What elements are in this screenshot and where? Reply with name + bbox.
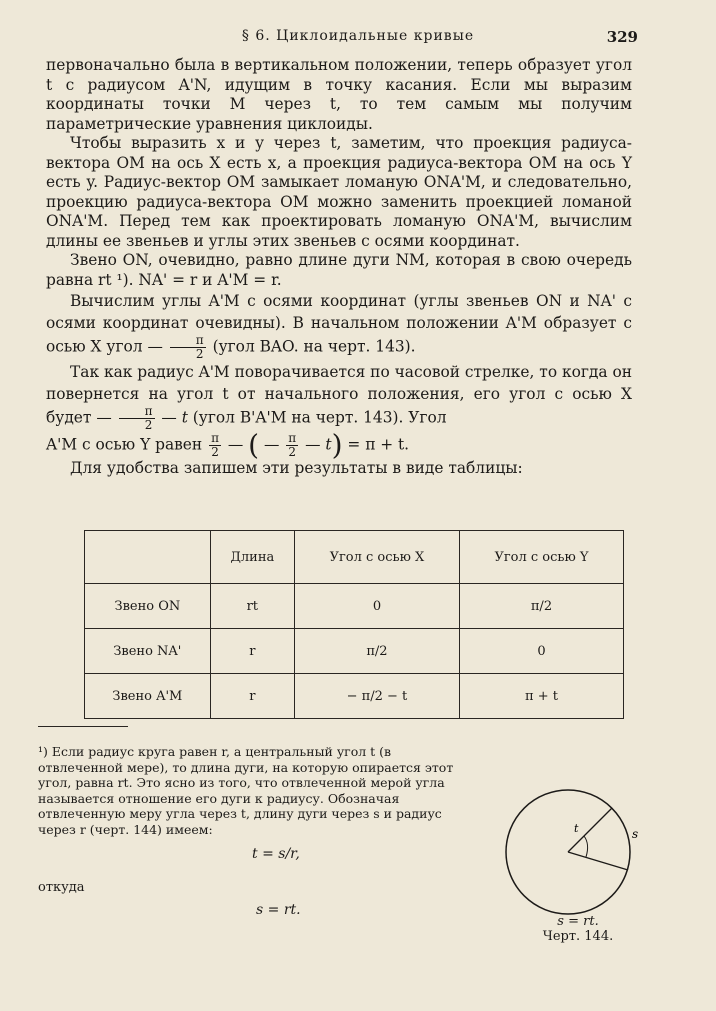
- footnote-whence: откуда: [38, 880, 85, 895]
- paragraph-3: Звено ON, очевидно, равно длине дуги NM, которая в свою очередь равна rt ¹). NA' = r и A'M = r.: [46, 251, 632, 289]
- paragraph-5-end: (угол B'A'M на черт. 143). Угол: [192, 408, 447, 427]
- cell-angle-y: π + t: [459, 674, 623, 719]
- fraction-pi-over-2: $\frac{\pi}{2}$: [119, 405, 155, 432]
- angle-arc: [584, 836, 588, 857]
- angle-label: t: [574, 822, 579, 835]
- cell-angle-y: 0: [459, 629, 623, 674]
- table-row: [85, 584, 624, 629]
- paragraph-2: Чтобы выразить x и y через t, заметим, что проекция радиуса-вектора OM на ось X есть x, а проекция радиуса-вектора OM на ось Y есть y. Радиус-вектор OM замыкает ломаную ONA'M, и следовательно, проекцию радиуса-вектора OM можно заменить проекцией ломаной ONA'M. Перед тем как проектировать ломаную ONA'M, вычислим длины ее звеньев и углы этих звеньев с осями координат.: [46, 134, 632, 250]
- fraction-pi-over-2: $\frac{\pi}{2}$: [170, 334, 206, 361]
- table-header-cell: Угол с осью Y: [459, 531, 623, 584]
- paragraph-6: A'M с осью Y равен $\frac{\pi}{2}$ — ( — $\frac{\pi}{2}$ — t) = π + t.: [46, 428, 410, 462]
- paragraph-4-end: (угол BAO. на черт. 143).: [212, 337, 416, 356]
- table-header-cell: Длина: [210, 531, 294, 584]
- row-label: Звено A'M: [85, 674, 211, 719]
- table-row: [85, 629, 624, 674]
- table-header-cell: [85, 531, 211, 584]
- section-title: § 6. Циклоидальные кривые: [241, 28, 475, 44]
- table-row: [85, 674, 624, 719]
- links-table: [84, 530, 624, 719]
- paragraph-5: Так как радиус A'M поворачивается по часовой стрелке, то когда он повернется на угол t от начального положения, его угол с осью X будет — $\frac{\pi}{2}$ — t (угол B'A'M на черт. 143). Угол: [46, 363, 632, 432]
- radius-line-2: [568, 852, 628, 870]
- fraction-pi-over-2: $\frac{\pi}{2}$: [211, 431, 219, 459]
- figure-caption: [528, 914, 628, 944]
- footnote-divider: [38, 726, 128, 727]
- cell-length: rt: [210, 584, 294, 629]
- running-header: [0, 28, 716, 50]
- paragraph-6-end: = π + t.: [347, 435, 410, 454]
- cell-angle-x: 0: [294, 584, 459, 629]
- circle-figure: [500, 780, 650, 920]
- cell-length: r: [210, 674, 294, 719]
- paragraph-7: Для удобства запишем эти результаты в виде таблицы:: [70, 459, 523, 477]
- cell-length: r: [210, 629, 294, 674]
- footnote-formula-2: s = rt.: [256, 902, 301, 918]
- table-header-cell: Угол с осью X: [294, 531, 459, 584]
- cell-angle-x: π/2: [294, 629, 459, 674]
- row-label: Звено NA': [85, 629, 211, 674]
- figure-formula: s = rt.: [557, 914, 599, 929]
- paragraph-5-text: Так как радиус A'M поворачивается по часовой стрелке, то когда он повернется на угол t от начального положения, его угол с осью X будет: [46, 363, 632, 427]
- main-text: [46, 56, 632, 479]
- fraction-pi-over-2: $\frac{\pi}{2}$: [288, 431, 297, 459]
- paragraph-4-text: Вычислим углы A'M с осями координат (углы звеньев ON и NA' с осями координат очевидны). В начальном положении A'M образует с осью X угол: [46, 292, 632, 356]
- arc-label: s: [632, 827, 639, 841]
- page-number: 329: [606, 28, 638, 46]
- footnote-formula-1: t = s/r,: [252, 846, 300, 862]
- paragraph-1: первоначально была в вертикальном положении, теперь образует угол t с радиусом A'N, идущим в точку касания. Если мы выразим координаты точки M через t, то тем самым мы получим параметрические уравнения циклоиды.: [46, 56, 632, 133]
- row-label: Звено ON: [85, 584, 211, 629]
- cell-angle-y: π/2: [459, 584, 623, 629]
- cell-angle-x: − π/2 − t: [294, 674, 459, 719]
- footnote-text: ¹) Если радиус круга равен r, а центральный угол t (в отвлеченной мере), то длина дуги, на которую опирается этот угол, равна rt. Это ясно из того, что отвлеченной мерой угла называется отношение его дуги к радиусу. Обозначая отвлеченную меру угла через t, длину дуги через s и радиус через r (черт. 144) имеем:: [38, 744, 454, 837]
- paragraph-6-text: A'M с осью Y равен: [46, 435, 203, 454]
- paragraph-4: Вычислим углы A'M с осями координат (углы звеньев ON и NA' с осями координат очевидны). В начальном положении A'M образует с осью X угол — $\frac{\pi}{2}$ (угол BAO. на черт. 143).: [46, 292, 632, 361]
- table-header-row: [85, 531, 624, 584]
- figure-label: Черт. 144.: [542, 929, 614, 944]
